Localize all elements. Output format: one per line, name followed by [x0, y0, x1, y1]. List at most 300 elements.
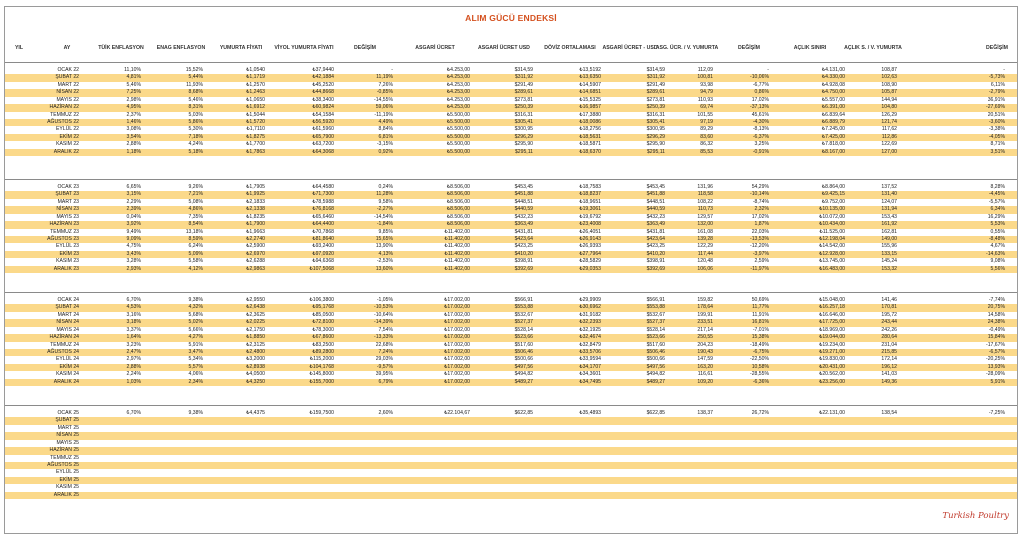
cell-de-i-i-m: 22,68% — [375, 341, 393, 348]
cell-t-i-k-enflasyon: 3,15% — [126, 191, 141, 198]
table-row — [5, 455, 1017, 462]
cell-asgari-cret-usd: $566,91 — [514, 297, 533, 303]
cell-a-lik-siniri: ₺10.072,00 — [819, 213, 845, 220]
cell-vi-yol-yumurta-fi-yati: ₺115,2000 — [309, 356, 334, 363]
cell-asgari-cret-usd: $291,49 — [514, 81, 533, 88]
cell-asgari-cret-usd: $527,37 — [514, 319, 533, 326]
cell-asgari-cret-usd: $316,31 — [514, 111, 533, 118]
cell-ay: ARALIK 22 — [53, 148, 79, 155]
table-row — [5, 356, 1017, 363]
cell-asg-cr-v-yumurta: 250,55 — [697, 334, 713, 341]
cell-enag-enflasyon: 4,32% — [188, 304, 203, 311]
cell-de-i-i-m: 6,81% — [378, 133, 393, 140]
cell-asgari-cret-usd: $431,81 — [646, 228, 665, 235]
cell-de-i-i-m: -28,09% — [986, 371, 1005, 378]
cell-asg-cr-v-yumurta: 94,79 — [700, 89, 713, 96]
cell-asgari-cret-usd: $500,66 — [646, 356, 665, 363]
cell-de-i-i-m: 11,19% — [376, 74, 393, 81]
cell-a-lik-s-v-yumurta: 131,40 — [881, 191, 897, 198]
cell-asg-cr-v-yumurta: 112,09 — [697, 67, 713, 73]
cell-enag-enflasyon: 5,03% — [188, 111, 203, 118]
cell-yumurta-fi-yati: ₺2,6970 — [246, 250, 265, 257]
cell-a-lik-siniri: ₺17.725,00 — [819, 319, 845, 326]
cell-d-vi-z-ortalamasi: ₺32,8479 — [579, 341, 601, 348]
cell-de-i-i-m: 50,69% — [751, 297, 769, 303]
cell-vi-yol-yumurta-fi-yati: ₺63,7200 — [312, 141, 334, 148]
cell-asgari-cret: ₺4.253,00 — [446, 89, 470, 96]
cell-de-i-i-m: -1,84% — [376, 221, 393, 228]
cell-asgari-cret: ₺5.500,00 — [446, 148, 470, 155]
cell-asgari-cret-usd: $532,67 — [646, 311, 665, 318]
cell-de-i-i-m: 14,58% — [987, 311, 1005, 318]
cell-yumurta-fi-yati: ₺2,5900 — [246, 243, 265, 250]
cell-asgari-cret: ₺4.253,00 — [446, 104, 470, 111]
cell-d-vi-z-ortalamasi: ₺18,8237 — [579, 191, 601, 198]
table-row — [5, 477, 1017, 484]
cell-enag-enflasyon: 7,21% — [188, 191, 203, 198]
cell-asgari-cret-usd: $250,39 — [646, 104, 665, 111]
cell-asgari-cret: ₺22.104,67 — [444, 410, 470, 416]
cell-de-i-i-m: -10,14% — [750, 191, 769, 198]
cell-a-lik-s-v-yumurta: 149,36 — [881, 378, 897, 385]
cell-a-lik-siniri: ₺20.562,00 — [819, 371, 845, 378]
cell-asgari-cret: ₺17.002,00 — [444, 297, 470, 303]
cell-d-vi-z-ortalamasi: ₺23,4008 — [579, 221, 601, 228]
cell-de-i-i-m: -18,49% — [750, 341, 769, 348]
cell-d-vi-z-ortalamasi: ₺33,5706 — [579, 349, 601, 355]
cell-de-i-i-m: 5,56% — [990, 265, 1005, 272]
cell-enag-enflasyon: 8,54% — [188, 221, 203, 228]
cell-d-vi-z-ortalamasi: ₺15,5325 — [579, 96, 601, 103]
cell-asgari-cret-usd: $494,82 — [514, 371, 533, 378]
cell-vi-yol-yumurta-fi-yati: ₺159,7500 — [309, 410, 334, 416]
cell-asgari-cret-usd: $448,51 — [646, 198, 665, 205]
cell-yumurta-fi-yati: ₺1,0540 — [246, 67, 265, 73]
cell-ay: MAYIS 24 — [56, 326, 79, 333]
cell-de-i-i-m: 5,53% — [990, 221, 1005, 228]
table-row — [5, 297, 1017, 304]
cell-de-i-i-m: 8,28% — [990, 184, 1005, 190]
cell-vi-yol-yumurta-fi-yati: ₺93,2400 — [312, 243, 334, 250]
cell-ay: HAZİRAN 25 — [49, 447, 79, 454]
header-9: DÖVİZ ORTALAMASI — [544, 45, 596, 51]
cell-yumurta-fi-yati: ₺2,6288 — [246, 258, 265, 265]
cell-t-i-k-enflasyon: 2,39% — [126, 206, 141, 213]
cell-asgari-cret: ₺5.500,00 — [446, 111, 470, 118]
cell-a-lik-s-v-yumurta: 117,62 — [881, 126, 897, 133]
cell-d-vi-z-ortalamasi: ₺31,9182 — [579, 311, 601, 318]
cell-asgari-cret-usd: $392,69 — [514, 265, 533, 272]
cell-asgari-cret-usd: $311,92 — [514, 74, 533, 81]
cell-ay: OCAK 22 — [57, 67, 79, 73]
cell-asg-cr-v-yumurta: 129,57 — [697, 213, 713, 220]
cell-enag-enflasyon: 5,02% — [188, 319, 203, 326]
cell-a-lik-siniri: ₺8.864,00 — [821, 184, 845, 190]
cell-d-vi-z-ortalamasi: ₺18,9651 — [579, 198, 601, 205]
cell-a-lik-siniri: ₺19.234,00 — [819, 341, 845, 348]
cell-asg-cr-v-yumurta: 233,51 — [697, 319, 713, 326]
cell-de-i-i-m: -1,05% — [376, 297, 393, 303]
header-1: AY — [63, 45, 71, 51]
cell-enag-enflasyon: 5,57% — [188, 363, 203, 370]
cell-t-i-k-enflasyon: 3,23% — [126, 341, 141, 348]
cell-asgari-cret: ₺17.002,00 — [444, 311, 470, 318]
cell-asgari-cret-usd: $489,27 — [514, 378, 533, 385]
cell-enag-enflasyon: 5,09% — [188, 250, 203, 257]
cell-a-lik-s-v-yumurta: 196,12 — [881, 363, 897, 370]
index-sheet — [4, 6, 1018, 534]
cell-enag-enflasyon: 3,47% — [188, 349, 203, 355]
cell-ay: KASIM 22 — [56, 141, 79, 148]
table-row — [5, 469, 1017, 476]
cell-de-i-i-m: -12,20% — [750, 243, 769, 250]
cell-a-lik-s-v-yumurta: 124,07 — [881, 198, 897, 205]
cell-vi-yol-yumurta-fi-yati: ₺78,5988 — [312, 198, 334, 205]
cell-yumurta-fi-yati: ₺2,1750 — [246, 326, 265, 333]
header-3: ENAG ENFLASYON — [156, 45, 206, 51]
cell-d-vi-z-ortalamasi: ₺26,9143 — [579, 236, 601, 242]
cell-enag-enflasyon: 4,24% — [188, 141, 203, 148]
cell-yumurta-fi-yati: ₺2,1833 — [246, 198, 265, 205]
cell-a-lik-siniri: ₺5.557,00 — [821, 96, 845, 103]
cell-enag-enflasyon: 5,91% — [188, 341, 203, 348]
table-row — [5, 327, 1017, 334]
cell-a-lik-s-v-yumurta: 195,72 — [881, 311, 897, 318]
cell-de-i-i-m: -13,33% — [374, 334, 393, 341]
cell-asg-cr-v-yumurta: 110,93 — [697, 96, 713, 103]
cell-enag-enflasyon: 5,30% — [188, 126, 203, 133]
cell-enag-enflasyon: 5,66% — [188, 326, 203, 333]
cell-enag-enflasyon: 2,34% — [188, 378, 203, 385]
table-row — [5, 432, 1017, 439]
cell-a-lik-siniri: ₺19.271,00 — [819, 349, 845, 355]
cell-a-lik-siniri: ₺22.131,00 — [819, 410, 845, 416]
table-row — [5, 304, 1017, 311]
header-15: DEĞİŞİM — [986, 45, 1008, 51]
cell-d-vi-z-ortalamasi: ₺18,0086 — [579, 119, 601, 125]
cell-vi-yol-yumurta-fi-yati: ₺72,8100 — [312, 319, 334, 326]
table-row — [5, 191, 1017, 198]
cell-de-i-i-m: 8,71% — [990, 141, 1005, 148]
cell-a-lik-siniri: ₺10.135,00 — [819, 206, 845, 213]
cell-de-i-i-m: -4,30% — [752, 119, 769, 125]
cell-enag-enflasyon: 9,26% — [188, 184, 203, 190]
cell-ay: MAYIS 25 — [56, 439, 79, 446]
cell-vi-yol-yumurta-fi-yati: ₺61,5960 — [312, 126, 334, 133]
cell-asgari-cret-usd: $451,88 — [646, 191, 665, 198]
cell-de-i-i-m: 0,86% — [754, 89, 769, 96]
cell-t-i-k-enflasyon: 2,88% — [126, 363, 141, 370]
cell-yumurta-fi-yati: ₺1,7863 — [246, 148, 265, 155]
cell-ay: MART 22 — [57, 81, 79, 88]
cell-t-i-k-enflasyon: 6,65% — [126, 184, 141, 190]
cell-de-i-i-m: 36,91% — [987, 96, 1005, 103]
table-row — [5, 243, 1017, 250]
table-row — [5, 149, 1017, 156]
cell-d-vi-z-ortalamasi: ₺19,3061 — [579, 206, 601, 213]
cell-asgari-cret-usd: $410,20 — [514, 250, 533, 257]
cell-d-vi-z-ortalamasi: ₺19,6792 — [579, 213, 601, 220]
cell-asg-cr-v-yumurta: 132,00 — [697, 221, 713, 228]
cell-a-lik-s-v-yumurta: 133,15 — [881, 250, 897, 257]
cell-de-i-i-m: 11,28% — [376, 191, 393, 198]
cell-enag-enflasyon: 9,38% — [188, 297, 203, 303]
cell-de-i-i-m: 4,67% — [990, 243, 1005, 250]
cell-ay: TEMMUZ 23 — [50, 228, 79, 235]
cell-asgari-cret: ₺4.253,00 — [446, 81, 470, 88]
cell-asgari-cret: ₺4.253,00 — [446, 74, 470, 81]
cell-enag-enflasyon: 5,34% — [188, 356, 203, 363]
cell-de-i-i-m: -2,79% — [988, 89, 1005, 96]
cell-t-i-k-enflasyon: 3,18% — [126, 319, 141, 326]
cell-asgari-cret-usd: $300,95 — [646, 126, 665, 133]
cell-d-vi-z-ortalamasi: ₺16,9857 — [579, 104, 601, 111]
cell-asgari-cret-usd: $392,69 — [646, 265, 665, 272]
cell-ay: KASIM 24 — [56, 371, 79, 378]
cell-asgari-cret: ₺5.500,00 — [446, 141, 470, 148]
cell-a-lik-siniri: ₺20.431,00 — [819, 363, 845, 370]
cell-asg-cr-v-yumurta: 110,73 — [697, 206, 713, 213]
table-row — [5, 206, 1017, 213]
cell-de-i-i-m: -8,48% — [988, 236, 1005, 242]
cell-de-i-i-m: -7,74% — [988, 297, 1005, 303]
cell-asgari-cret: ₺8.506,00 — [446, 198, 470, 205]
cell-de-i-i-m: -6,75% — [752, 349, 769, 355]
cell-asgari-cret: ₺11.402,00 — [444, 243, 470, 250]
cell-asgari-cret-usd: $295,11 — [514, 148, 533, 155]
cell-a-lik-siniri: ₺4.131,00 — [821, 67, 845, 73]
cell-asg-cr-v-yumurta: 131,96 — [697, 184, 713, 190]
cell-asg-cr-v-yumurta: 108,22 — [697, 198, 713, 205]
cell-asg-cr-v-yumurta: 217,14 — [697, 326, 713, 333]
cell-asgari-cret: ₺4.253,00 — [446, 67, 470, 73]
cell-de-i-i-m: -7,25% — [988, 410, 1005, 416]
cell-a-lik-s-v-yumurta: 155,96 — [881, 243, 897, 250]
cell-d-vi-z-ortalamasi: ₺29,9909 — [579, 297, 601, 303]
cell-asgari-cret-usd: $431,81 — [514, 228, 533, 235]
cell-de-i-i-m: 2,59% — [754, 258, 769, 265]
cell-de-i-i-m: -17,67% — [986, 341, 1005, 348]
cell-de-i-i-m: 7,24% — [378, 349, 393, 355]
cell-ay: OCAK 23 — [57, 184, 79, 190]
cell-a-lik-siniri: ₺6.391,00 — [821, 104, 845, 111]
cell-enag-enflasyon: 15,52% — [185, 67, 203, 73]
cell-vi-yol-yumurta-fi-yati: ₺107,5068 — [309, 265, 334, 272]
cell-yumurta-fi-yati: ₺1,7900 — [246, 221, 265, 228]
cell-de-i-i-m: 11,91% — [752, 311, 769, 318]
cell-a-lik-s-v-yumurta: 172,14 — [881, 356, 897, 363]
cell-yumurta-fi-yati: ₺1,7905 — [246, 184, 265, 190]
cell-asgari-cret: ₺8.506,00 — [446, 221, 470, 228]
cell-enag-enflasyon: 4,06% — [188, 371, 203, 378]
cell-t-i-k-enflasyon: 1,18% — [126, 148, 141, 155]
cell-a-lik-s-v-yumurta: 280,64 — [881, 334, 897, 341]
header-8: ASGARİ ÜCRET USD — [478, 45, 530, 51]
cell-t-i-k-enflasyon: 2,29% — [126, 198, 141, 205]
cell-a-lik-s-v-yumurta: 121,74 — [881, 119, 897, 125]
cell-ay: ARALIK 25 — [53, 491, 79, 498]
cell-de-i-i-m: -0,85% — [376, 89, 393, 96]
cell-asgari-cret-usd: $528,14 — [646, 326, 665, 333]
cell-t-i-k-enflasyon: 3,28% — [126, 258, 141, 265]
cell-t-i-k-enflasyon: 1,46% — [126, 119, 141, 125]
cell-de-i-i-m: 13,90% — [375, 243, 393, 250]
cell-ay: MAYIS 23 — [56, 213, 79, 220]
cell-a-lik-s-v-yumurta: 243,44 — [881, 319, 897, 326]
cell-vi-yol-yumurta-fi-yati: ₺44,8668 — [312, 89, 334, 96]
header-14: AÇLIK S. / V. YUMURTA — [844, 45, 902, 51]
cell-asgari-cret: ₺11.402,00 — [444, 236, 470, 242]
cell-de-i-i-m: -14,54% — [374, 213, 393, 220]
cell-t-i-k-enflasyon: 7,25% — [126, 89, 141, 96]
cell-asgari-cret-usd: $517,60 — [514, 341, 533, 348]
table-row — [5, 221, 1017, 228]
cell-de-i-i-m: 1,87% — [754, 221, 769, 228]
cell-yumurta-fi-yati: ₺1,8850 — [246, 334, 265, 341]
cell-d-vi-z-ortalamasi: ₺26,9393 — [579, 243, 601, 250]
cell-de-i-i-m: 26,72% — [751, 410, 769, 416]
cell-a-lik-s-v-yumurta: 161,92 — [881, 221, 897, 228]
cell-vi-yol-yumurta-fi-yati: ₺89,2800 — [312, 349, 334, 355]
table-row — [5, 364, 1017, 371]
cell-enag-enflasyon: 8,68% — [188, 89, 203, 96]
cell-a-lik-siniri: ₺8.167,00 — [821, 148, 845, 155]
cell-de-i-i-m: 13,60% — [375, 265, 393, 272]
cell-de-i-i-m: -2,53% — [376, 258, 393, 265]
cell-de-i-i-m: 2,60% — [378, 410, 393, 416]
cell-ay: TEMMUZ 22 — [50, 111, 79, 118]
cell-de-i-i-m: 13,93% — [987, 363, 1005, 370]
cell-yumurta-fi-yati: ₺2,1338 — [246, 206, 265, 213]
cell-de-i-i-m: -6,57% — [988, 349, 1005, 355]
cell-enag-enflasyon: 5,08% — [188, 198, 203, 205]
cell-asg-cr-v-yumurta: 89,29 — [700, 126, 713, 133]
cell-asgari-cret-usd: $296,29 — [514, 133, 533, 140]
cell-asg-cr-v-yumurta: 117,44 — [697, 250, 713, 257]
cell-asgari-cret: ₺17.002,00 — [444, 378, 470, 385]
cell-vi-yol-yumurta-fi-yati: ₺94,6368 — [312, 258, 334, 265]
header-5: VİYOL YUMURTA FİYATI — [274, 45, 334, 51]
table-row — [5, 410, 1017, 417]
cell-d-vi-z-ortalamasi: ₺18,5871 — [579, 141, 601, 148]
cell-yumurta-fi-yati: ₺3,2000 — [246, 356, 265, 363]
table-row — [5, 141, 1017, 148]
cell-asg-cr-v-yumurta: 163,20 — [697, 363, 713, 370]
cell-asgari-cret-usd: $523,66 — [646, 334, 665, 341]
table-row — [5, 319, 1017, 326]
year-group-2024 — [5, 292, 1017, 388]
cell-asg-cr-v-yumurta: 139,28 — [697, 236, 713, 242]
cell-asgari-cret-usd: $305,41 — [514, 119, 533, 125]
table-row — [5, 184, 1017, 191]
cell-d-vi-z-ortalamasi: ₺18,6370 — [579, 148, 601, 155]
cell-asgari-cret: ₺11.402,00 — [444, 250, 470, 257]
cell-vi-yol-yumurta-fi-yati: ₺45,2520 — [312, 81, 334, 88]
cell-de-i-i-m: 15,84% — [987, 334, 1005, 341]
cell-vi-yol-yumurta-fi-yati: ₺155,7000 — [309, 378, 334, 385]
cell-de-i-i-m: 24,38% — [987, 319, 1005, 326]
cell-de-i-i-m: -14,39% — [374, 319, 393, 326]
cell-t-i-k-enflasyon: 3,08% — [126, 126, 141, 133]
cell-a-lik-siniri: ₺4.750,00 — [821, 89, 845, 96]
cell-t-i-k-enflasyon: 1,03% — [126, 378, 141, 385]
cell-de-i-i-m: -3,97% — [752, 250, 769, 257]
cell-yumurta-fi-yati: ₺2,6438 — [246, 304, 265, 311]
cell-d-vi-z-ortalamasi: ₺28,5829 — [579, 258, 601, 265]
cell-asgari-cret-usd: $432,23 — [514, 213, 533, 220]
cell-a-lik-siniri: ₺7.245,00 — [821, 126, 845, 133]
cell-de-i-i-m: 3,25% — [754, 141, 769, 148]
cell-de-i-i-m: -3,60% — [988, 119, 1005, 125]
cell-yumurta-fi-yati: ₺1,0650 — [246, 96, 265, 103]
cell-vi-yol-yumurta-fi-yati: ₺65,7900 — [312, 133, 334, 140]
cell-a-lik-siniri: ₺19.044,00 — [819, 334, 845, 341]
cell-a-lik-s-v-yumurta: 112,86 — [881, 133, 897, 140]
cell-a-lik-s-v-yumurta: 126,29 — [881, 111, 897, 118]
cell-yumurta-fi-yati: ₺1,7110 — [246, 126, 265, 133]
cell-enag-enflasyon: 5,46% — [188, 96, 203, 103]
cell-de-i-i-m: -6,36% — [752, 378, 769, 385]
cell-de-i-i-m: -6,77% — [752, 81, 769, 88]
table-row — [5, 126, 1017, 133]
cell-ay: NİSAN 25 — [56, 432, 79, 439]
table-row — [5, 492, 1017, 499]
cell-ay: EYLÜL 25 — [55, 469, 79, 476]
cell-d-vi-z-ortalamasi: ₺35,4893 — [579, 410, 601, 416]
cell-vi-yol-yumurta-fi-yati: ₺76,8168 — [312, 206, 334, 213]
cell-a-lik-s-v-yumurta: 108,90 — [881, 81, 897, 88]
cell-asgari-cret-usd: $363,49 — [514, 221, 533, 228]
cell-asg-cr-v-yumurta: 106,06 — [697, 265, 713, 272]
cell-enag-enflasyon: 7,18% — [188, 133, 203, 140]
cell-asgari-cret: ₺17.002,00 — [444, 363, 470, 370]
cell-de-i-i-m: -10,06% — [750, 74, 769, 81]
cell-de-i-i-m: -0,91% — [752, 148, 769, 155]
cell-a-lik-s-v-yumurta: 141,03 — [881, 371, 897, 378]
table-row — [5, 349, 1017, 356]
cell-asgari-cret-usd: $553,88 — [646, 304, 665, 311]
header-6: DEĞİŞİM — [354, 45, 376, 51]
cell-t-i-k-enflasyon: 3,16% — [126, 311, 141, 318]
cell-de-i-i-m: 3,51% — [990, 148, 1005, 155]
table-row — [5, 236, 1017, 243]
cell-asgari-cret-usd: $497,56 — [646, 363, 665, 370]
cell-asgari-cret: ₺17.002,00 — [444, 341, 470, 348]
cell-ay: OCAK 24 — [57, 297, 79, 303]
cell-de-i-i-m: 2,32% — [754, 206, 769, 213]
cell-asgari-cret: ₺11.402,00 — [444, 265, 470, 272]
cell-asg-cr-v-yumurta: 190,43 — [697, 349, 713, 355]
cell-de-i-i-m: 59,06% — [375, 104, 393, 111]
cell-vi-yol-yumurta-fi-yati: ₺54,1584 — [312, 111, 334, 118]
cell-de-i-i-m: -8,74% — [752, 198, 769, 205]
turkish-poultry-logo — [942, 511, 1009, 521]
cell-d-vi-z-ortalamasi: ₺14,6851 — [579, 89, 601, 96]
cell-de-i-i-m: 16,29% — [987, 213, 1005, 220]
cell-de-i-i-m: 0,92% — [378, 148, 393, 155]
cell-asgari-cret-usd: $523,66 — [514, 334, 533, 341]
cell-a-lik-s-v-yumurta: 104,80 — [881, 104, 897, 111]
cell-d-vi-z-ortalamasi: ₺33,9594 — [579, 356, 601, 363]
cell-ay: OCAK 25 — [57, 410, 79, 416]
table-row — [5, 67, 1017, 74]
cell-asgari-cret-usd: $506,46 — [646, 349, 665, 355]
cell-a-lik-siniri: ₺23.256,00 — [819, 378, 845, 385]
cell-asgari-cret-usd: $440,59 — [646, 206, 665, 213]
cell-enag-enflasyon: 7,35% — [188, 213, 203, 220]
cell-ay: AĞUSTOS 23 — [47, 236, 79, 242]
cell-asgari-cret-usd: $423,64 — [646, 236, 665, 242]
